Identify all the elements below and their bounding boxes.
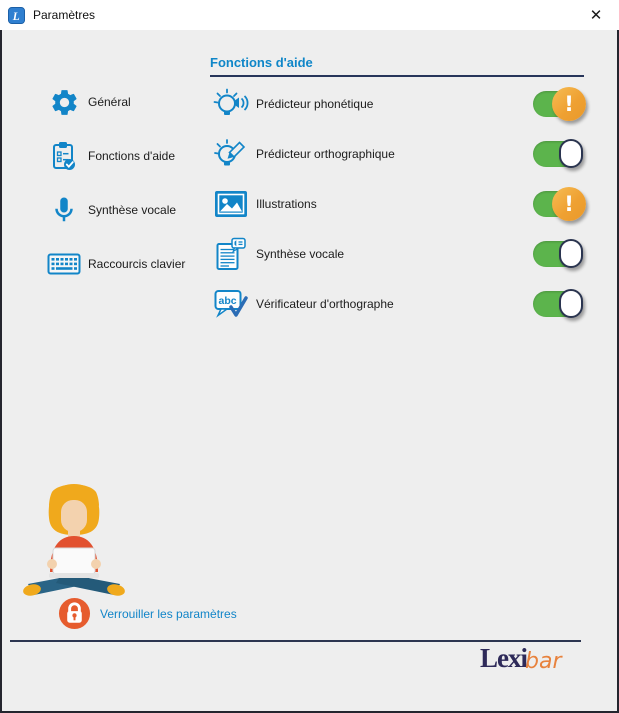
microphone-icon [45,195,83,225]
toggle-knob [559,289,583,318]
logo-text-bar: bar [525,649,562,674]
lock-icon [58,597,91,630]
window-title: Paramètres [33,8,96,22]
illustrations-icon [210,190,252,218]
sidebar-item-text-to-speech[interactable] [45,183,210,237]
phonetic-predictor-icon [210,86,252,122]
feature-row-illustrations [210,179,584,229]
feature-label: Vérificateur d'orthographe [256,297,394,311]
warning-icon: ! [564,91,574,116]
clipboard-check-icon [45,141,83,171]
feature-row-phonetic-predictor [210,79,584,129]
toggle-knob [552,187,586,221]
app-icon [8,7,25,24]
spell-checker-icon [210,288,252,320]
sidebar-item-label: Fonctions d'aide [88,149,176,163]
help-functions-panel [210,55,584,329]
sidebar-item-label: Général [88,95,131,109]
feature-label: Synthèse vocale [256,247,345,261]
feature-row-text-to-speech [210,229,584,279]
sidebar-item-label: Synthèse vocale [88,203,177,217]
close-button[interactable]: ✕ [589,7,603,24]
feature-label: Illustrations [256,197,317,211]
svg-text:L: L [12,10,20,23]
lock-settings-label: Verrouiller les paramètres [100,606,237,621]
section-title: Fonctions d'aide [210,55,313,70]
warning-icon: ! [564,191,574,216]
footer-divider [10,640,581,642]
spell-checker-toggle[interactable] [533,291,582,317]
logo-text-lexi: Lexi [480,643,527,673]
sidebar-item-label: Raccourcis clavier [88,257,186,271]
lexibar-logo [480,643,562,674]
person-illustration [14,478,134,598]
sidebar-item-keyboard-shortcuts[interactable] [45,237,210,291]
spelling-predictor-icon [210,136,252,172]
toggle-knob [559,139,583,168]
text-to-speech-toggle[interactable] [533,241,582,267]
illustrations-toggle[interactable] [533,191,582,217]
sidebar-item-general[interactable] [45,75,210,129]
keyboard-icon [45,253,83,275]
lock-settings-link[interactable] [58,597,237,630]
svg-text:abc: abc [218,295,237,307]
feature-row-spelling-predictor [210,129,584,179]
feature-row-spell-checker [210,279,584,329]
section-rule [210,75,584,77]
feature-label: Prédicteur orthographique [256,147,395,161]
titlebar [0,0,619,30]
toggle-knob [552,87,586,121]
feature-label: Prédicteur phonétique [256,97,374,111]
toggle-knob [559,239,583,268]
sidebar [45,75,210,291]
sidebar-item-help-functions[interactable] [45,129,210,183]
text-to-speech-icon [210,237,252,271]
gear-icon [45,87,83,118]
content-area [0,30,619,713]
spelling-predictor-toggle[interactable] [533,141,582,167]
phonetic-predictor-toggle[interactable] [533,91,582,117]
